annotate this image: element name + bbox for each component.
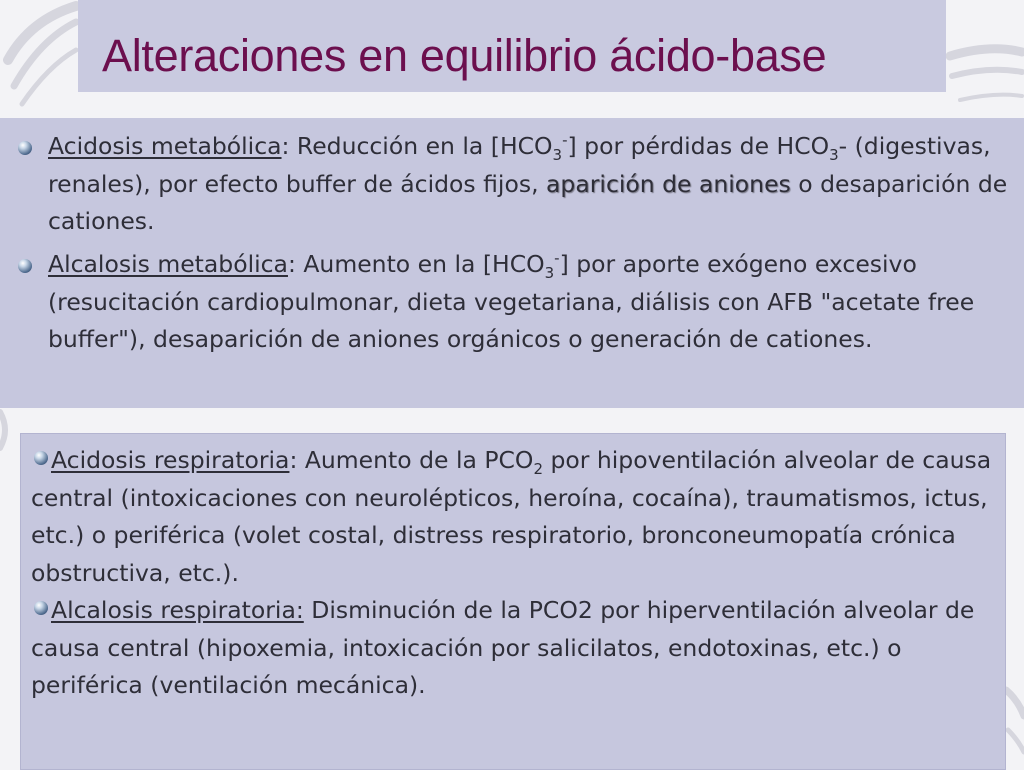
bullet-item-acidosis-respiratoria xyxy=(31,442,993,592)
bullet-icon xyxy=(18,259,32,273)
bullet-item-alcalosis-respiratoria xyxy=(31,592,993,705)
term-alcalosis-respiratoria: Alcalosis respiratoria: xyxy=(51,596,304,624)
text-segment: o desaparición de cationes. xyxy=(48,169,1008,235)
subscript: 2 xyxy=(533,460,543,478)
title-box xyxy=(78,0,946,92)
text-segment: ] por pérdidas de HCO xyxy=(567,132,830,160)
text-segment: : Aumento de la PCO xyxy=(289,446,534,474)
subscript: 3 xyxy=(829,146,839,164)
text-segment: Disminución de la PCO2 por hiperventilación alveolar de causa central (hipoxemia, intoxicación por salicilatos, endotoxinas, etc.) o periférica (ventilación mecánica). xyxy=(31,596,975,699)
text-segment: : Reducción en la [HCO xyxy=(281,132,553,160)
bullet-icon xyxy=(34,451,48,465)
slide-title: Alteraciones en equilibrio ácido-base xyxy=(102,30,827,81)
term-acidosis-respiratoria: Acidosis respiratoria xyxy=(51,446,290,474)
subscript: 3 xyxy=(544,264,555,282)
term-acidosis-metabolica: Acidosis metabólica xyxy=(48,132,282,160)
superscript: - xyxy=(554,249,560,267)
term-alcalosis-metabolica: Alcalosis metabólica xyxy=(48,250,288,278)
text-segment: : Aumento en la [HCO xyxy=(287,250,545,278)
bullet-item-alcalosis-metabolica xyxy=(48,246,1013,359)
bullet-icon xyxy=(18,141,32,155)
superscript: - xyxy=(562,131,568,149)
respiratory-panel xyxy=(20,433,1006,770)
bullet-icon xyxy=(34,601,48,615)
subscript: 3 xyxy=(552,146,563,164)
emphasis-aniones: aparición de aniones xyxy=(546,169,791,198)
text-segment: - (digestivas, renales), por efecto buffer de ácidos fijos, xyxy=(48,132,991,198)
text-segment: ] por aporte exógeno excesivo (resucitación cardiopulmonar, dieta vegetariana, diálisis con AFB "acetate free buffer"), desaparición de aniones orgánicos o generación de cationes. xyxy=(48,250,975,353)
text-segment: por hipoventilación alveolar de causa central (intoxicaciones con neurolépticos, heroína, cocaína), traumatismos, ictus, etc.) o periférica (volet costal, distress respiratorio, bronconeumopatía crónica obstructiva, etc.). xyxy=(31,446,992,587)
metabolic-panel xyxy=(0,118,1024,408)
bullet-item-acidosis-metabolica xyxy=(48,128,1013,241)
